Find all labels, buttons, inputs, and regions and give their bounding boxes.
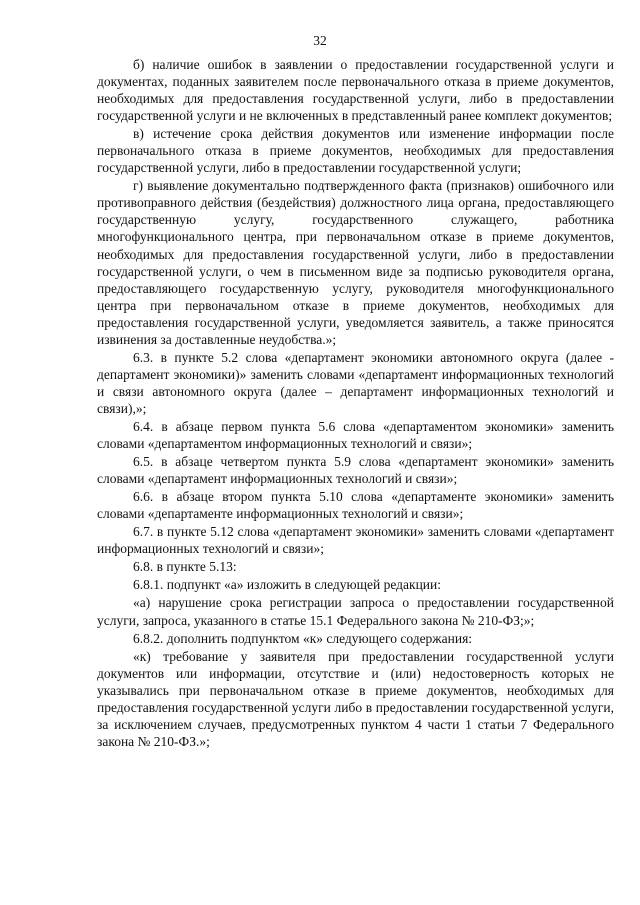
paragraph-6-8-2: 6.8.2. дополнить подпунктом «к» следующего содержания: [133, 630, 473, 646]
page-number: 32 [313, 33, 327, 48]
paragraph-6-4: 6.4. в абзаце первом пункта 5.6 слова «департаментом экономики» заменить словами «департаментом информационных технологий и связи»; [97, 418, 614, 452]
paragraph-k-quote: «к) требование у заявителя при предоставлении государственной услуги документов или информации, отсутствие и (или) недостоверность которых не указывались при первоначальном отказе в приеме документов, необходимых для предоставления государственной услуги либо в предоставлении государственной услуги, за исключением случаев, предусмотренных пунктом 4 части 1 статьи 7 Федерального закона № 210-ФЗ.»; [97, 648, 614, 749]
paragraph-6-5: 6.5. в абзаце четвертом пункта 5.9 слова «департамент экономики» заменить словами «департамент информационных технологий и связи»; [97, 454, 614, 487]
paragraph-g: г) выявление документально подтвержденного факта (признаков) ошибочного или противоправного действия (бездействия) должностного лица органа, предоставляющего государственную услугу, государственного служащего, работника многофункционального центра, при первоначальном отказе в приеме документов, необходимых для предоставления государственной услуги, либо в предоставлении государственной услуги, о чем в письменном виде за подписью руководителя органа, предоставляющего государственную услугу, руководителя многофункционального центра при первоначальном отказе в приеме документов, необходимых для предоставления государственной услуги, уведомляется заявитель, а также приносятся извинения за доставленные неудобства.»; [97, 178, 614, 347]
paragraph-v: в) истечение срока действия документов или изменение информации после первоначального отказа в приеме документов, необходимых для предоставления государственной услуги, либо в предоставлении государственной услуги; [97, 126, 614, 176]
paragraph-6-3: 6.3. в пункте 5.2 слова «департамент экономики автономного округа (далее - департамент экономики)» заменить словами «департамент информационных технологий и связи автономного округа (далее – департамент информационных технологий и связи),»; [97, 349, 614, 416]
paragraph-a-quote: «а) нарушение срока регистрации запроса о предоставлении государственной услуги, запроса, указанного в статье 15.1 Федерального закона № 210-ФЗ;»; [97, 595, 614, 628]
paragraph-6-8: 6.8. в пункте 5.13: [133, 559, 237, 575]
paragraph-b: б) наличие ошибок в заявлении о предоставлении государственной услуги и документах, поданных заявителем после первоначального отказа в приеме документов, необходимых для предоставления государственной услуги, либо в предоставлении государственной услуги и не включенных в представленный ранее комплект документов; [97, 57, 614, 124]
paragraph-6-7: 6.7. в пункте 5.12 слова «департамент экономики» заменить словами «департамент информационных технологий и связи»; [97, 524, 614, 557]
paragraph-6-6: 6.6. в абзаце втором пункта 5.10 слова «департаменте экономики» заменить словами «департаменте информационных технологий и связи»; [97, 489, 614, 522]
paragraph-6-8-1: 6.8.1. подпункт «а» изложить в следующей редакции: [133, 577, 442, 593]
document-body [97, 56, 614, 750]
